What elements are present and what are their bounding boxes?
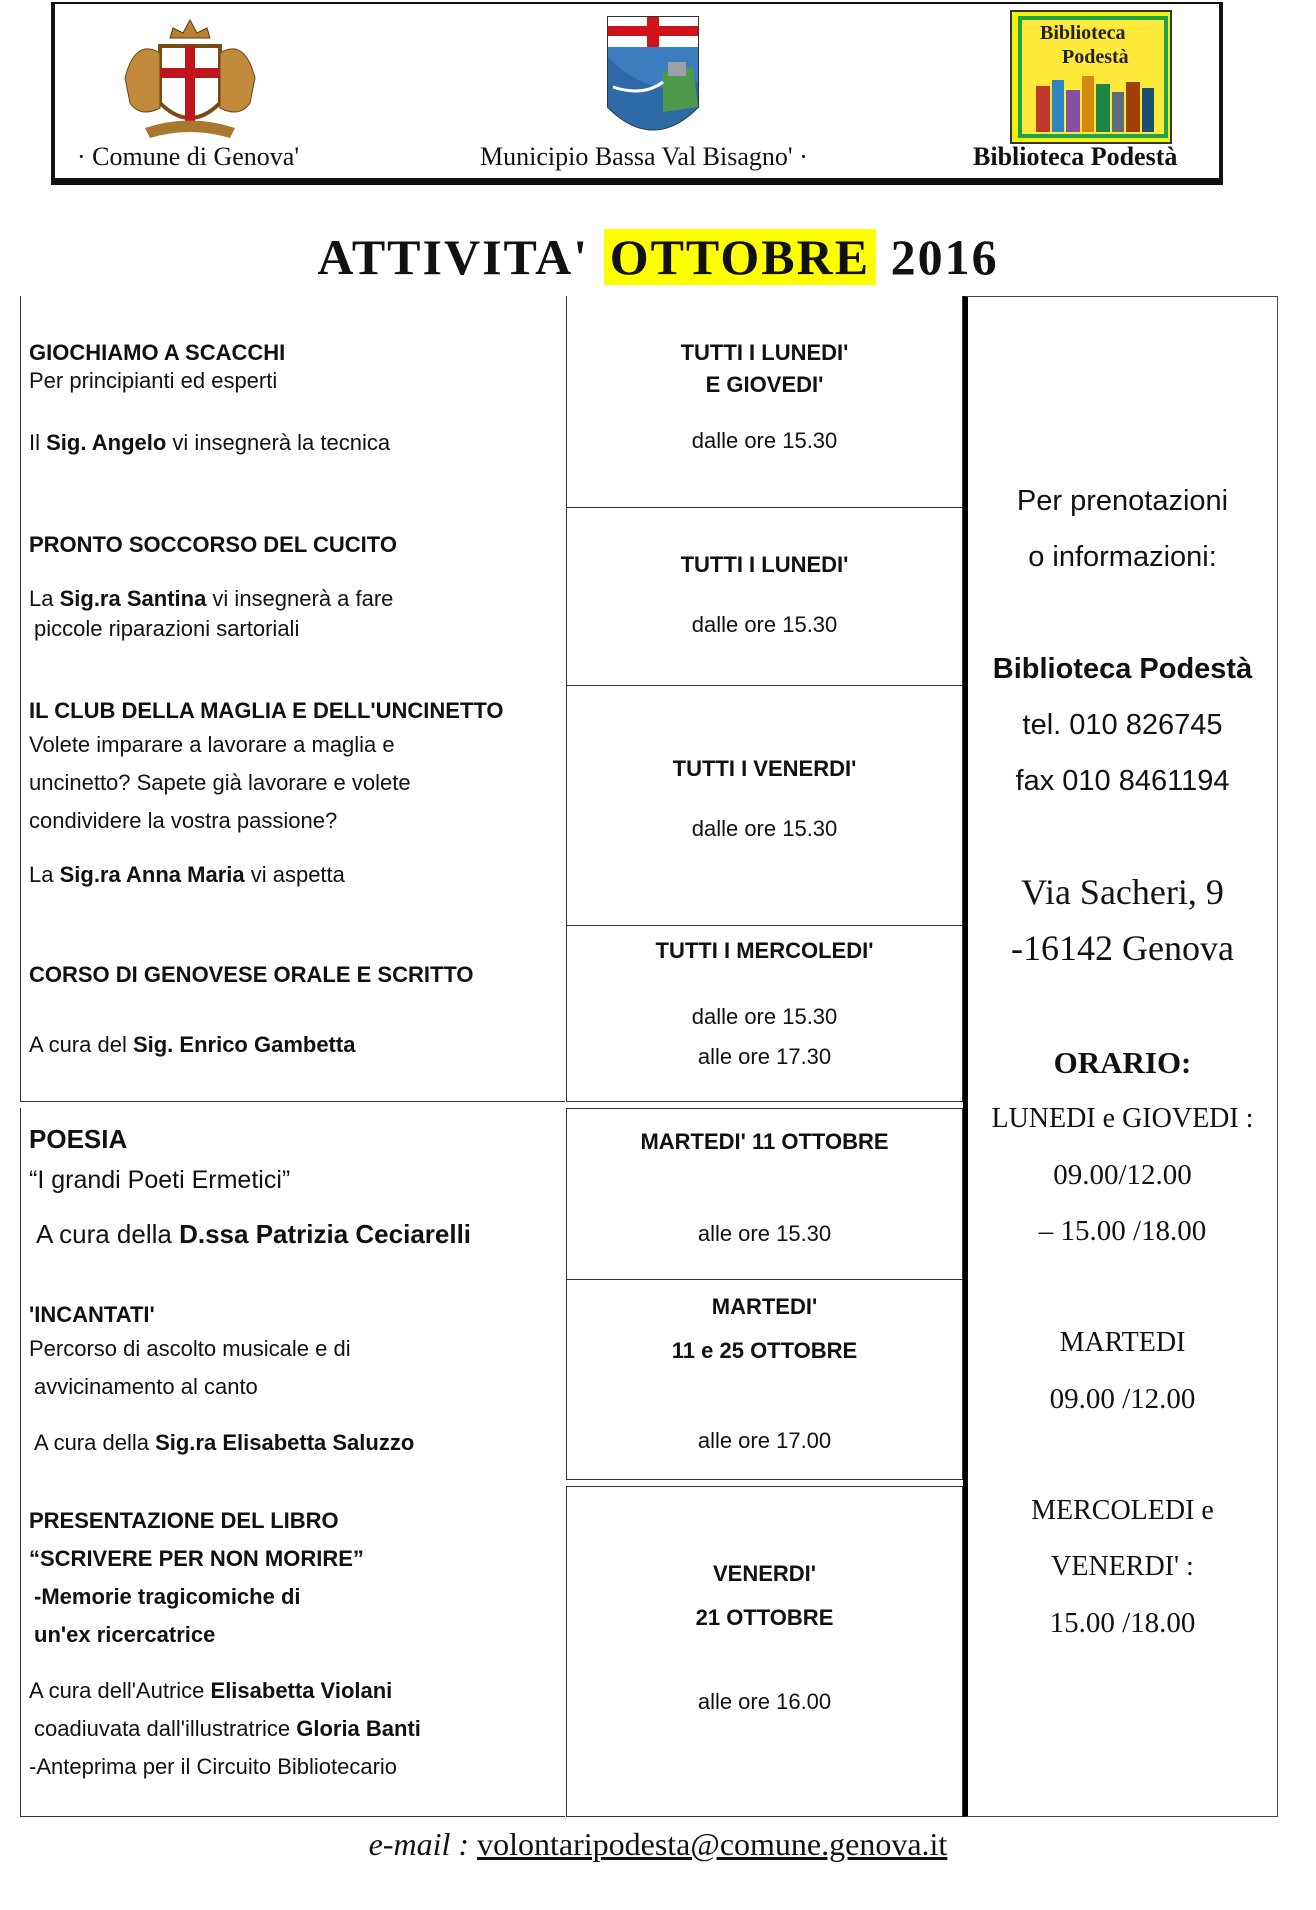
schedule-time: alle ore 15.30 bbox=[697, 1221, 832, 1246]
info-address-1: Via Sacheri, 9 bbox=[1021, 872, 1224, 912]
activity-desc-1: Percorso di ascolto musicale e di bbox=[29, 1336, 351, 1361]
title-year: 2016 bbox=[890, 229, 999, 285]
info-tel: tel. 010 826745 bbox=[1022, 709, 1223, 741]
orario-label: ORARIO: bbox=[1053, 1045, 1192, 1080]
municipio-caption: Municipio Bassa Val Bisagno' · bbox=[480, 142, 808, 171]
schedule-3 bbox=[566, 686, 963, 926]
schedule-time: dalle ore 15.30 bbox=[691, 816, 838, 841]
books-icon bbox=[1036, 76, 1154, 132]
schedule-time: dalle ore 15.30 bbox=[691, 1004, 838, 1029]
schedule-days-2: 21 OTTOBRE bbox=[695, 1605, 834, 1630]
schedule-6 bbox=[566, 1280, 963, 1480]
hours-wed-fri-label-2: VENERDI' : bbox=[1051, 1551, 1194, 1582]
schedule-days-2: 11 e 25 OTTOBRE bbox=[671, 1338, 858, 1363]
schedule-5 bbox=[566, 1108, 963, 1280]
hours-wed-fri-label-1: MERCOLEDI e bbox=[1031, 1495, 1214, 1526]
schedule-days: VENERDI' bbox=[712, 1561, 817, 1586]
schedule-days: TUTTI I MERCOLEDI' bbox=[655, 938, 874, 963]
activity-host: La Sig.ra Anna Maria vi aspetta bbox=[29, 862, 345, 887]
biblioteca-caption: Biblioteca Podestà bbox=[973, 142, 1178, 171]
activity-desc: “I grandi Poeti Ermetici” bbox=[29, 1166, 291, 1194]
schedule-7 bbox=[566, 1486, 963, 1817]
activity-row-6 bbox=[20, 1280, 565, 1480]
title-month: OTTOBRE bbox=[604, 229, 876, 285]
footer-email bbox=[0, 1826, 1316, 1863]
hours-mon-thu-pm: – 15.00 /18.00 bbox=[1038, 1215, 1207, 1247]
info-intro-1: Per prenotazioni bbox=[1016, 485, 1229, 517]
hours-tue-label: MARTEDI bbox=[1059, 1327, 1186, 1358]
activity-desc-1: Volete imparare a lavorare a maglia e bbox=[29, 732, 395, 757]
activity-title: GIOCHIAMO A SCACCHI bbox=[29, 340, 286, 365]
schedule-days: TUTTI I LUNEDI' bbox=[680, 340, 849, 365]
schedule-days: MARTEDI' bbox=[711, 1294, 818, 1319]
info-library-name: Biblioteca Podestà bbox=[992, 653, 1253, 685]
schedule-time: alle ore 16.00 bbox=[697, 1689, 832, 1714]
activity-row-7 bbox=[20, 1480, 565, 1817]
schedule-time: alle ore 17.00 bbox=[697, 1428, 832, 1453]
hours-wed-fri: 15.00 /18.00 bbox=[1049, 1607, 1196, 1639]
comune-genova-crest-icon bbox=[115, 8, 265, 148]
activity-host: A cura della D.ssa Patrizia Ceciarelli bbox=[36, 1219, 472, 1249]
schedule-days-2: E GIOVEDI' bbox=[705, 372, 824, 397]
info-fax: fax 010 8461194 bbox=[1015, 765, 1230, 797]
info-address-2: -16142 Genova bbox=[1011, 928, 1234, 968]
schedule-time: dalle ore 15.30 bbox=[691, 612, 838, 637]
municipio-shield-icon bbox=[603, 12, 703, 147]
schedule-time: dalle ore 15.30 bbox=[691, 428, 838, 453]
hours-tue: 09.00 /12.00 bbox=[1049, 1383, 1196, 1415]
activity-note: -Anteprima per il Circuito Bibliotecario bbox=[29, 1754, 398, 1779]
activity-host: A cura del Sig. Enrico Gambetta bbox=[29, 1032, 356, 1057]
activity-desc-2: avvicinamento al canto bbox=[34, 1374, 258, 1399]
activity-title: 'INCANTATI' bbox=[29, 1302, 155, 1327]
activity-title: PRONTO SOCCORSO DEL CUCITO bbox=[29, 532, 397, 557]
activity-title: CORSO DI GENOVESE ORALE E SCRITTO bbox=[29, 962, 474, 987]
activity-desc-2: uncinetto? Sapete già lavorare e volete bbox=[29, 770, 411, 795]
activity-title-3: -Memorie tragicomiche di bbox=[34, 1584, 301, 1609]
activity-row-1 bbox=[20, 296, 565, 508]
schedule-days: TUTTI I LUNEDI' bbox=[680, 552, 849, 577]
schedule-time-end: alle ore 17.30 bbox=[697, 1044, 832, 1069]
activity-title-1: PRESENTAZIONE DEL LIBRO bbox=[29, 1508, 339, 1533]
comune-caption: · Comune di Genova' bbox=[77, 142, 300, 171]
activity-row-2 bbox=[20, 508, 565, 686]
title-prefix: ATTIVITA' bbox=[317, 229, 590, 285]
activity-title-4: un'ex ricercatrice bbox=[34, 1622, 216, 1647]
email-link[interactable]: volontaripodesta@comune.genova.it bbox=[477, 1826, 948, 1862]
biblioteca-logo bbox=[1010, 10, 1172, 144]
activity-desc-3: condividere la vostra passione? bbox=[29, 808, 338, 833]
info-intro-2: o informazioni: bbox=[1028, 541, 1217, 573]
activity-desc: piccole riparazioni sartoriali bbox=[34, 616, 300, 641]
schedule-4 bbox=[566, 926, 963, 1102]
activity-host-2: coadiuvata dall'illustratrice Gloria Banti bbox=[34, 1716, 421, 1741]
schedule-days: TUTTI I VENERDI' bbox=[672, 756, 857, 781]
schedule-days: MARTEDI' 11 OTTOBRE bbox=[640, 1129, 889, 1154]
page-title bbox=[0, 228, 1316, 286]
activity-title: IL CLUB DELLA MAGLIA E DELL'UNCINETTO bbox=[29, 698, 504, 723]
email-label: e-mail : bbox=[368, 1826, 478, 1862]
hours-mon-thu-am: 09.00/12.00 bbox=[1053, 1159, 1192, 1191]
library-logo-line2: Podestà bbox=[1062, 46, 1129, 68]
activity-row-4 bbox=[20, 926, 565, 1102]
activity-host: Il Sig. Angelo vi insegnerà la tecnica bbox=[29, 430, 391, 455]
hours-mon-thu-label: LUNEDI e GIOVEDI : bbox=[991, 1103, 1254, 1134]
library-logo-line1: Biblioteca bbox=[1040, 22, 1126, 44]
header-banner bbox=[51, 2, 1223, 185]
activity-row-3 bbox=[20, 686, 565, 926]
activity-host: A cura della Sig.ra Elisabetta Saluzzo bbox=[34, 1430, 415, 1455]
activity-desc: Per principianti ed esperti bbox=[29, 368, 278, 393]
activity-row-5 bbox=[20, 1108, 565, 1280]
activity-title: POESIA bbox=[29, 1124, 128, 1154]
activity-host: La Sig.ra Santina vi insegnerà a fare bbox=[29, 586, 394, 611]
activity-host: A cura dell'Autrice Elisabetta Violani bbox=[29, 1678, 393, 1703]
activity-title-2: “SCRIVERE PER NON MORIRE” bbox=[29, 1546, 364, 1571]
schedule-1 bbox=[566, 296, 963, 508]
activities-table bbox=[20, 296, 1260, 1817]
schedule-2 bbox=[566, 508, 963, 686]
info-column bbox=[963, 296, 1278, 1817]
